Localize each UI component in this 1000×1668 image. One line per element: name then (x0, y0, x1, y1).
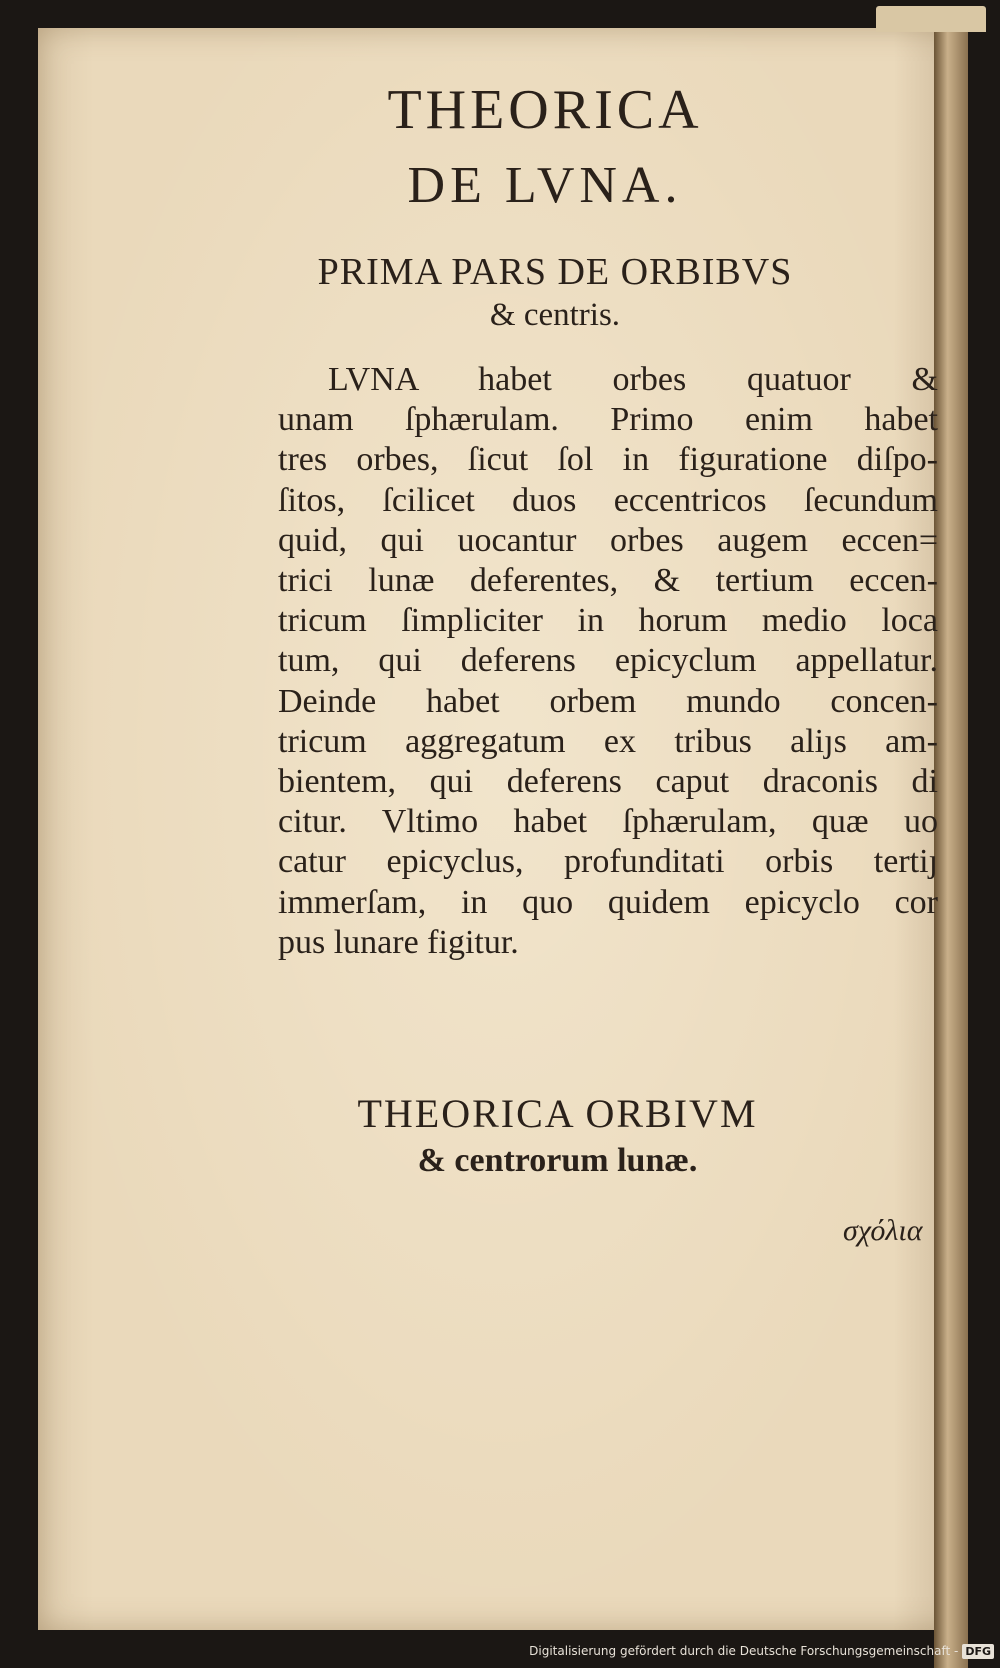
text-line: pus lunare figitur. (278, 923, 519, 961)
text-line: tricum aggregatum ex tribus aliȷs am- (278, 722, 938, 760)
page-tab (876, 6, 986, 32)
text-line: tres orbes, ſicut ſol in figuratione diſpo- (278, 441, 938, 479)
text-line: ſitos, ſcilicet duos eccentricos ſecundum (278, 481, 938, 519)
text-line: catur epicyclus, profunditati orbis tertiȷ (278, 843, 938, 881)
catchword: σχόλια (843, 1214, 923, 1247)
dfg-logo: DFG (962, 1644, 994, 1659)
text-line: bientem, qui deferens caput draconis di (278, 763, 938, 801)
credit-text: Digitalisierung gefördert durch die Deutsche Forschungsgemeinschaft - (529, 1644, 959, 1658)
text-line: quid, qui uocantur orbes augem eccen= (278, 521, 938, 559)
figure-heading-line-2: & centrorum lunæ. (417, 1142, 698, 1179)
text-line: tum, qui deferens epicyclum appellatur. (278, 642, 938, 680)
text-line: citur. Vltimo habet ſphærulam, quæ uo (278, 803, 938, 841)
text-line: immerſam, in quo quidem epicyclo cor (278, 883, 938, 921)
page-title-line-2: DE LVNA. (407, 157, 683, 214)
text-line: trici lunæ deferentes, & tertium eccen- (278, 562, 938, 600)
text-line: LVNA habet orbes quatuor & (328, 361, 938, 398)
section-heading: PRIMA PARS DE ORBIBVS (317, 251, 793, 293)
section-heading-line-2: & centris. (489, 297, 621, 333)
text-line: unam ſphærulam. Primo enim habet (278, 401, 938, 439)
body-paragraph (278, 360, 938, 963)
text-line: Deinde habet orbem mundo concen- (278, 682, 938, 720)
text-line: tricum ſimpliciter in horum medio loca (278, 602, 938, 640)
page-title: THEORICA (387, 79, 703, 141)
digitization-credit (529, 1640, 994, 1662)
figure-heading: THEORICA ORBIVM (357, 1091, 758, 1136)
